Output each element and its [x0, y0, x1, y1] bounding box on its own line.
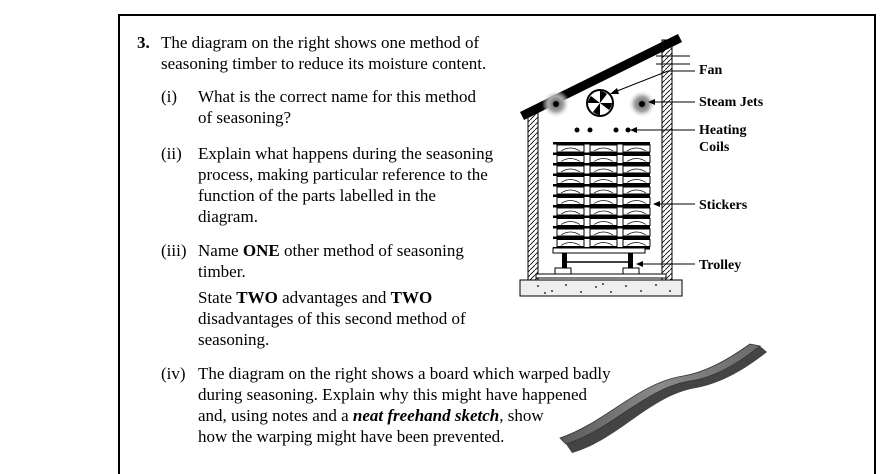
- emphasis-neat-freehand-sketch: neat freehand sketch: [352, 406, 500, 425]
- trolley-icon: [553, 248, 645, 274]
- sticker: [553, 195, 650, 198]
- label-fan: Fan: [699, 63, 723, 78]
- part-i-label: (i): [161, 87, 178, 106]
- sticker: [553, 205, 650, 208]
- label-steam-jets: Steam Jets: [699, 95, 764, 110]
- part-ii-line-4: diagram.: [198, 207, 258, 226]
- part-iii-line-1: Name ONE other method of seasoning: [198, 241, 464, 260]
- label-stickers: Stickers: [699, 198, 748, 213]
- part-i-line-1: What is the correct name for this method: [198, 87, 477, 106]
- sticker: [553, 163, 650, 166]
- label-heating-coils-1: Heating: [699, 123, 747, 138]
- sticker: [553, 174, 650, 177]
- sticker: [553, 226, 650, 229]
- part-ii-line-2: process, making particular reference to the: [198, 165, 488, 184]
- kiln-left-wall: [528, 112, 538, 282]
- sticker: [553, 153, 650, 156]
- sticker: [553, 216, 650, 219]
- part-iii-line-3: State TWO advantages and TWO: [198, 288, 433, 307]
- label-trolley: Trolley: [699, 258, 742, 273]
- emphasis-one: ONE: [242, 241, 280, 260]
- sticker: [553, 142, 650, 145]
- part-iii-line-2: timber.: [198, 262, 246, 281]
- timber-stack: [553, 142, 650, 250]
- part-ii-line-1: Explain what happens during the seasoning: [198, 144, 494, 163]
- fan-icon: [587, 90, 613, 116]
- kiln-right-wall: [662, 40, 672, 282]
- part-iii-label: (iii): [161, 241, 187, 260]
- part-ii-line-3: function of the parts labelled in the: [198, 186, 436, 205]
- part-iv-line-2: during seasoning. Explain why this might have happened: [198, 385, 588, 404]
- sticker: [553, 184, 650, 187]
- part-iii-line-4: disadvantages of this second method of: [198, 309, 466, 328]
- part-iv-line-1: The diagram on the right shows a board which warped badly: [198, 364, 611, 383]
- label-heating-coils-2: Coils: [699, 140, 730, 155]
- intro-line-2: seasoning timber to reduce its moisture content.: [161, 54, 487, 73]
- part-iv-line-4: how the warping might have been prevented.: [198, 427, 505, 446]
- part-iii-line-5: seasoning.: [198, 330, 270, 349]
- emphasis-two-disadvantages: TWO: [390, 288, 433, 307]
- emphasis-two-advantages: TWO: [236, 288, 278, 307]
- sticker: [553, 237, 650, 240]
- part-iv-line-3: and, using notes and a neat freehand sketch, show: [198, 406, 544, 425]
- part-ii-label: (ii): [161, 144, 182, 163]
- question-number: 3.: [137, 33, 150, 52]
- part-iv-label: (iv): [161, 364, 186, 383]
- heating-coils-icon: [575, 128, 631, 133]
- intro-line-1: The diagram on the right shows one method of: [161, 33, 480, 52]
- part-i-line-2: of seasoning?: [198, 108, 292, 127]
- warped-board-image: [560, 344, 767, 453]
- kiln-foundation: [520, 280, 682, 296]
